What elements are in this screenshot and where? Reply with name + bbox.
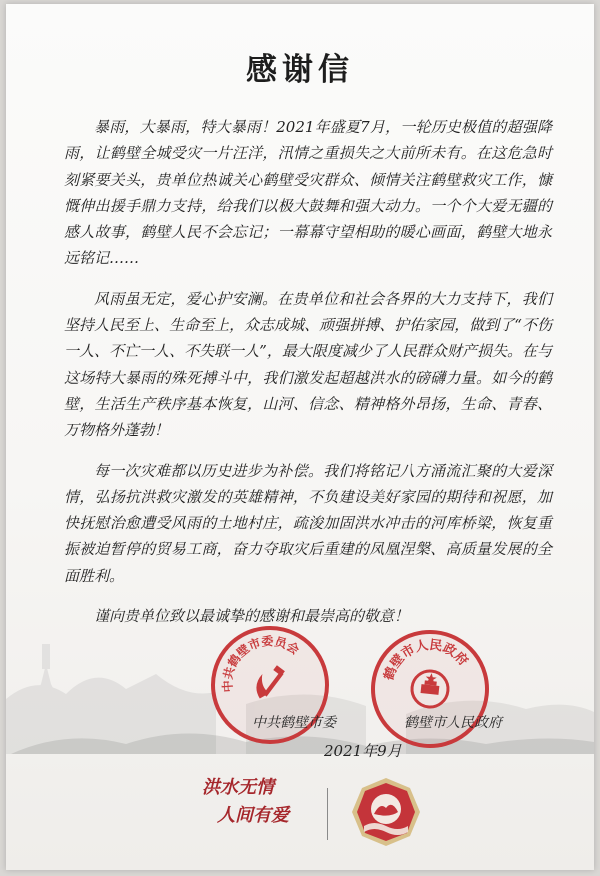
slogan-line-2: 人间有爱	[217, 805, 289, 826]
letter-date: 2021年9月	[324, 742, 402, 760]
paragraph-3: 每一次灾难都以历史进步为补偿。我们将铭记八方涌流汇聚的大爱深情，弘扬抗洪救灾激发的英雄精神，不负建设美好家园的期待和祝愿，加快抚慰治愈遭受风雨的土地村庄，疏浚加固洪水冲击的河库桥梁，恢复重振被迫暂停的贸易工商，奋力夺取灾后重建的凤凰涅槃、高质量发展的全面胜利。	[64, 461, 552, 585]
commemorative-badge-icon	[350, 776, 422, 848]
footer-divider	[327, 788, 328, 840]
seal-right-text: 鹤壁市人民政府	[381, 637, 471, 683]
government-seal	[365, 624, 495, 754]
signature-party-committee: 中共鹤壁市委	[252, 715, 336, 731]
paragraph-1: 暴雨，大暴雨，特大暴雨！2021年盛夏7月，一轮历史极值的超强降雨，让鹤壁全城受灾一片汪洋，汛情之重损失之大前所未有。在这危急时刻紧要关头，贵单位热诚关心鹤壁受灾群众、倾情关注鹤壁救灾工作，慷慨伸出援手鼎力支持，给我们以极大鼓舞和强大动力。一个个大爱无疆的感人故事，鹤壁人民不会忘记；一幕幕守望相助的暖心画面，鹤壁大地永远铭记……	[64, 118, 552, 268]
slogan-line-1: 洪水无情	[202, 777, 274, 798]
letter-title: 感谢信	[246, 52, 354, 88]
seal-left-text: 中共鹤壁市委员会	[220, 634, 302, 693]
letter-body	[64, 114, 552, 629]
paragraph-2: 风雨虽无定，爱心护安澜。在贵单位和社会各界的大力支持下，我们坚持人民至上、生命至上，众志成城、顽强拼搏、护佑家园，做到了“不伤一人、不亡一人、不失联一人”，最大限度减少了人民群众财产损失。在与这场特大暴雨的殊死搏斗中，我们激发起超越洪水的磅礴力量。如今的鹤壁，生活生产秩序基本恢复，山河、信念、精神格外昂扬，生命、青春、万物格外蓬勃！	[64, 289, 552, 440]
closing-line: 谨向贵单位致以最诚挚的感谢和最崇高的敬意！	[94, 607, 410, 626]
letter-paper	[6, 4, 594, 870]
signature-government: 鹤壁市人民政府	[404, 715, 502, 731]
national-emblem-icon	[406, 665, 454, 713]
hammer-sickle-icon	[245, 660, 295, 710]
